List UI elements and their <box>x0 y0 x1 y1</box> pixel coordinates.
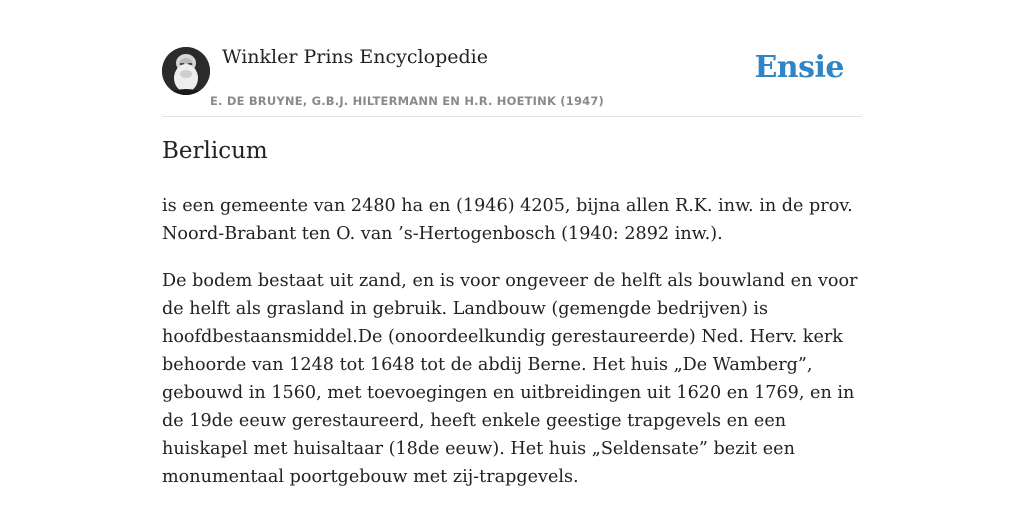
source-authors: E. DE BRUYNE, G.B.J. HILTERMANN EN H.R. HOETINK (1947) <box>210 94 605 108</box>
article-body <box>162 192 862 510</box>
source-header <box>162 44 862 117</box>
article-paragraph: is een gemeente van 2480 ha en (1946) 4205, bijna allen R.K. inw. in de prov. Noord-Brabant ten O. van ’s-Hertogenbosch (1940: 2892 inw.). <box>162 196 853 244</box>
article-paragraph: De bodem bestaat uit zand, en is voor ongeveer de helft als bouwland en voor de helft als grasland in gebruik. Landbouw (gemengde bedrijven) is hoofdbestaansmiddel.De (onoordeelkundig gerestaureerde) Ned. Herv. kerk behoorde van 1248 tot 1648 tot de abdij Berne. Het huis „De Wamberg”, gebouwd in 1560, met toevoegingen en uitbreidingen uit 1620 en 1769, en in de 19de eeuw gerestaureerd, heeft enkele geestige trapgevels en een huiskapel met huisaltaar (18de eeuw). Het huis „Seldensate” bezit een monumentaal poortgebouw met zij-trapgevels. <box>162 271 858 487</box>
avatar[interactable] <box>162 47 210 95</box>
author-portrait-icon <box>162 47 210 95</box>
article-title: Berlicum <box>162 138 268 164</box>
brand-logo[interactable]: Ensie <box>754 50 844 85</box>
source-title[interactable]: Winkler Prins Encyclopedie <box>222 46 488 68</box>
